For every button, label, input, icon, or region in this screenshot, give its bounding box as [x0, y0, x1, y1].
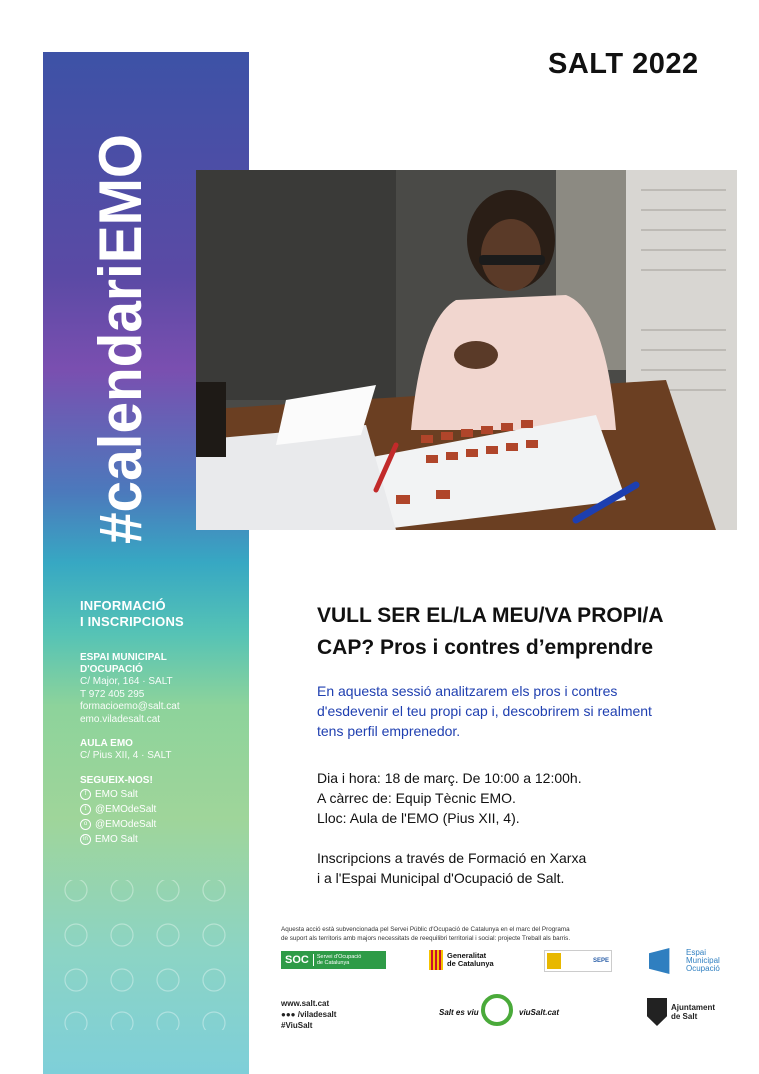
- aula-address: C/ Pius XII, 4 · SALT: [80, 750, 172, 761]
- vertical-title-text: #calendariEMO: [87, 110, 154, 544]
- contact-info: [80, 598, 240, 847]
- detail-place: Lloc: Aula de l'EMO (Pius XII, 4).: [317, 810, 520, 826]
- soc-sub-2: de Catalunya: [316, 960, 350, 966]
- desc-line-1: En aquesta sessió analitzarem els pros i contres: [317, 683, 618, 699]
- follow-heading: SEGUEIX-NOS!: [80, 774, 153, 786]
- viusalt-ring-icon: [481, 994, 513, 1026]
- instagram-icon: o: [80, 819, 91, 830]
- detail-date: Dia i hora: 18 de març. De 10:00 a 12:00h.: [317, 770, 582, 786]
- soc-sub-1: Servei d'Ocupació: [316, 954, 362, 960]
- reg-line-1: Inscripcions a través de Formació en Xarxa: [317, 850, 587, 866]
- viusalt-web[interactable]: viuSalt.cat: [519, 1008, 560, 1017]
- social-label: EMO Salt: [95, 788, 138, 800]
- ministry-logo: [544, 950, 612, 972]
- social-handle[interactable]: /viladesalt: [297, 1010, 337, 1019]
- twitter-icon: t: [80, 804, 91, 815]
- emo-email[interactable]: formacioemo@salt.cat: [80, 701, 180, 712]
- detail-by: A càrrec de: Equip Tècnic EMO.: [317, 790, 516, 806]
- gen-line-1: Generalitat: [447, 951, 487, 960]
- sepe-label: SEPE: [592, 958, 609, 964]
- ajunt-line-1: Ajuntament: [671, 1003, 715, 1012]
- social-label: @EMOdeSalt: [95, 803, 157, 815]
- emo-heading-2: D'OCUPACIÓ: [80, 664, 143, 675]
- linkedin-icon: in: [80, 834, 91, 845]
- web-block: [281, 998, 336, 1031]
- event-title: [317, 600, 737, 664]
- bottom-footer: [281, 998, 726, 1043]
- event-title-line-1: VULL SER EL/LA MEU/VA PROPI/A: [317, 604, 664, 627]
- emo-heading-1: ESPAI MUNICIPAL: [80, 652, 167, 663]
- event-description: [317, 681, 677, 741]
- info-heading-2: I INSCRIPCIONS: [80, 614, 184, 629]
- hero-photo: [196, 170, 737, 530]
- year-label: SALT 2022: [548, 48, 699, 80]
- info-heading-1: INFORMACIÓ: [80, 598, 166, 613]
- emo-logo-icon: [649, 948, 683, 974]
- social-label: @EMOdeSalt: [95, 818, 157, 830]
- sponsor-logos: [281, 948, 726, 978]
- vertical-title: [43, 52, 158, 552]
- subsidy-note: [281, 925, 721, 943]
- soc-logo: [281, 951, 386, 969]
- ajunt-line-2: de Salt: [671, 1012, 698, 1021]
- desc-line-2: d'esdevenir el teu propi cap i, descobrirem si realment: [317, 703, 652, 719]
- ajuntament-logo: [647, 998, 715, 1026]
- emo-phone: T 972 405 295: [80, 688, 145, 700]
- emo-logo-2: Municipal: [686, 956, 720, 965]
- decorative-icons: [58, 880, 243, 1030]
- web-link[interactable]: www.salt.cat: [281, 999, 330, 1008]
- soc-label: SOC: [281, 954, 314, 966]
- social-twitter[interactable]: [80, 802, 240, 817]
- fine-line-1: Aquesta acció està subvencionada pel Servei Públic d'Ocupació de Catalunya en el marc del Programa: [281, 926, 570, 933]
- social-linkedin[interactable]: [80, 832, 240, 847]
- aula-heading: AULA EMO: [80, 738, 133, 749]
- emo-web[interactable]: emo.viladesalt.cat: [80, 713, 161, 725]
- registration-info: [317, 848, 717, 888]
- social-facebook[interactable]: [80, 787, 240, 802]
- gen-line-2: de Catalunya: [447, 959, 494, 968]
- social-handle-row: [281, 1009, 336, 1020]
- emo-logo-1: Espai: [686, 948, 707, 957]
- viusalt-logo: [439, 998, 569, 1038]
- emo-address: C/ Major, 164 · SALT: [80, 676, 173, 687]
- emo-logo: [649, 948, 720, 974]
- hashtag: #ViuSalt: [281, 1021, 313, 1030]
- social-instagram[interactable]: [80, 817, 240, 832]
- facebook-icon: f: [80, 789, 91, 800]
- salt-es-viu: Salt es viu: [439, 1008, 479, 1017]
- event-details: [317, 768, 717, 828]
- spain-shield-icon: [547, 953, 561, 969]
- social-label: EMO Salt: [95, 833, 138, 845]
- reg-line-2: i a l'Espai Municipal d'Ocupació de Salt.: [317, 870, 565, 886]
- event-title-line-2: CAP? Pros i contres d’emprendre: [317, 636, 654, 659]
- fine-line-2: de suport als territoris amb majors necessitats de reequilibri territorial i social: projecte Treball als barris.: [281, 935, 571, 942]
- desc-line-3: tens perfil emprenedor.: [317, 723, 461, 739]
- shield-icon: [647, 998, 667, 1026]
- social-icons: ●●●: [281, 1010, 298, 1019]
- emo-logo-3: Ocupació: [686, 964, 720, 973]
- senyera-icon: [429, 950, 443, 970]
- generalitat-logo: [429, 950, 494, 970]
